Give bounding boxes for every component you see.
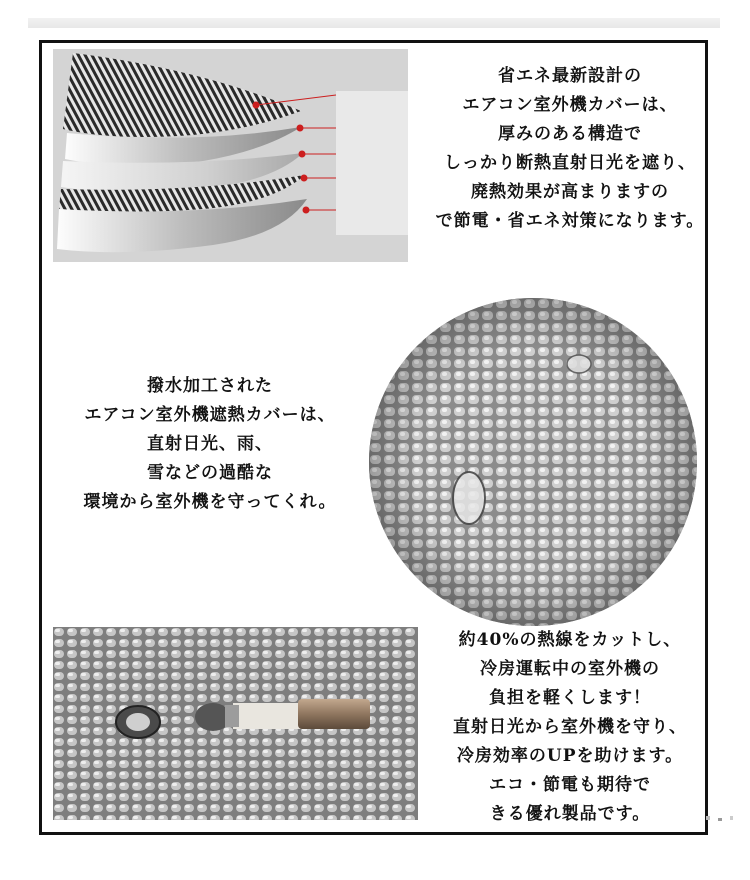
waterproof-description — [45, 372, 375, 517]
material-layers-illustration — [53, 49, 408, 262]
description-line: 環境から室外機を守ってくれ。 — [83, 492, 337, 512]
description-line: 負担を軽くします！ — [489, 688, 651, 708]
description-line: 冷房効率のUPを助けます。 — [456, 746, 684, 766]
description-line: エアコン室外機遮熱カバーは、 — [84, 405, 336, 425]
description-line: 直射日光、雨、 — [147, 434, 273, 454]
description-line: しっかり断熱直射日光を遮り、 — [444, 153, 696, 173]
description-line: エコ・節電も期待で — [489, 775, 651, 795]
description-line: 雪などの過酷な — [147, 463, 273, 483]
description-line: で節電・省エネ対策になります。 — [435, 211, 705, 231]
heat-resistance-illustration — [53, 627, 418, 820]
heat-resistance-photo — [53, 627, 418, 820]
description-line: 廃熱効果が高まりますの — [471, 182, 669, 202]
insulation-description — [405, 62, 735, 236]
description-line: 省エネ最新設計の — [498, 66, 642, 86]
description-line: 撥水加工された — [147, 376, 273, 396]
foil-texture-closeup-photo — [369, 298, 697, 626]
corner-decoration — [704, 810, 744, 830]
description-line: 厚みのある構造で — [498, 124, 642, 144]
material-layers-photo — [53, 49, 408, 262]
description-line: きる優れ製品です。 — [489, 804, 651, 824]
heat-cut-description — [410, 626, 730, 829]
foil-texture-illustration — [369, 298, 697, 626]
description-line: エアコン室外機カバーは、 — [462, 95, 678, 115]
description-line: 冷房運転中の室外機の — [480, 659, 660, 679]
description-line: 直射日光から室外機を守り、 — [453, 717, 687, 737]
top-gradient-strip — [28, 18, 720, 28]
description-line: 約40%の熱線をカットし、 — [458, 630, 682, 650]
